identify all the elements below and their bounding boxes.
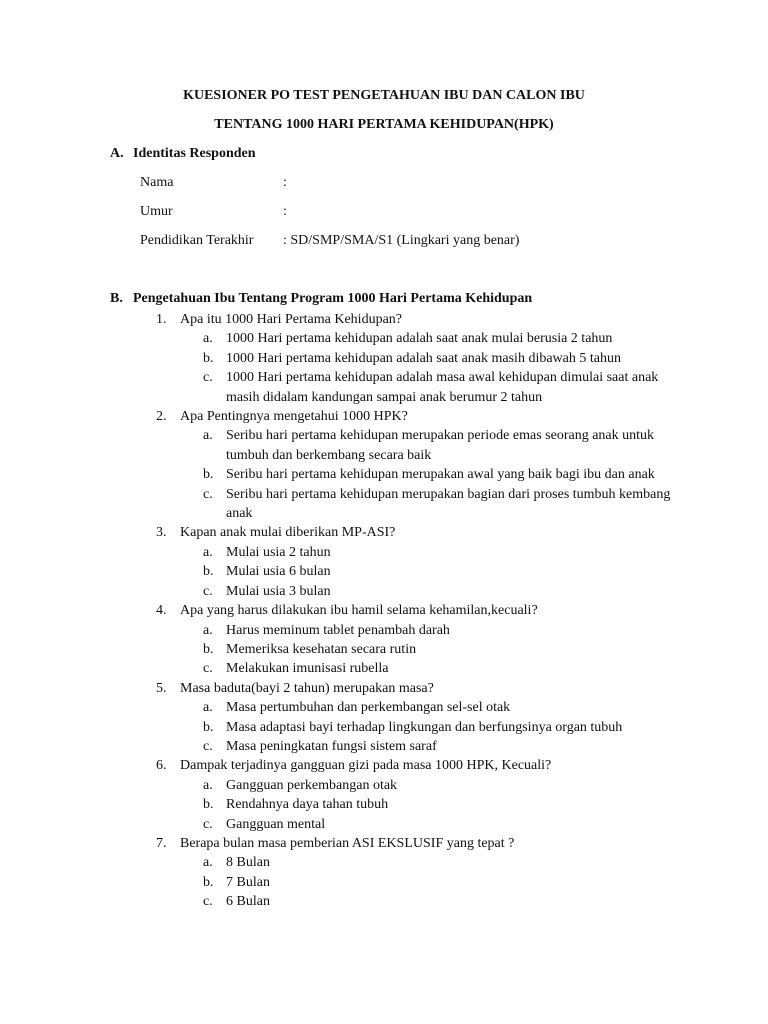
option-text: Rendahnya daya tahan tubuh — [226, 797, 389, 813]
option-letter: b. — [203, 467, 214, 483]
option-letter: c. — [203, 486, 213, 502]
option-letter: b. — [203, 350, 214, 366]
identity-label: Nama — [140, 175, 174, 190]
question-number: 7. — [156, 835, 167, 851]
answer-option — [0, 640, 676, 659]
option-letter: b. — [203, 564, 214, 580]
answer-option — [0, 718, 676, 737]
option-text: Mulai usia 3 bulan — [226, 583, 331, 599]
section-b-title: Pengetahuan Ibu Tentang Program 1000 Hari Pertama Kehidupan — [133, 291, 533, 306]
answer-option — [0, 582, 676, 601]
answer-option — [0, 329, 676, 348]
answer-option — [0, 776, 676, 795]
answer-option — [0, 562, 676, 581]
answer-option — [0, 485, 676, 524]
question-number: 4. — [156, 603, 167, 619]
answer-option — [0, 892, 676, 911]
identity-value: : — [283, 175, 287, 190]
option-letter: c. — [203, 661, 213, 677]
option-text: 1000 Hari pertama kehidupan adalah saat anak mulai berusia 2 tahun — [226, 331, 613, 347]
question-item — [0, 601, 680, 620]
identity-row-nama — [140, 175, 287, 191]
question-text: Apa Pentingnya mengetahui 1000 HPK? — [180, 409, 408, 425]
answer-option — [0, 853, 676, 872]
answer-option — [0, 368, 676, 407]
option-text: Seribu hari pertama kehidupan merupakan periode emas seorang anak untuk tumbuh dan berkembang secara baik — [226, 428, 655, 463]
option-text: Seribu hari pertama kehidupan merupakan awal yang baik bagi ibu dan anak — [226, 467, 655, 483]
question-number: 1. — [156, 312, 167, 327]
option-letter: a. — [203, 544, 213, 560]
question-text: Kapan anak mulai diberikan MP-ASI? — [180, 525, 396, 541]
section-a-letter: A. — [110, 146, 124, 161]
section-a-title: Identitas Responden — [133, 146, 256, 161]
option-text: Masa peningkatan fungsi sistem saraf — [226, 738, 437, 754]
document-title-line-2: TENTANG 1000 HARI PERTAMA KEHIDUPAN(HPK) — [214, 117, 554, 132]
answer-option — [0, 873, 676, 892]
question-list — [0, 310, 768, 912]
option-letter: a. — [203, 777, 213, 793]
answer-option — [0, 698, 676, 717]
question-item — [0, 523, 680, 542]
answer-option — [0, 543, 676, 562]
option-letter: c. — [203, 894, 213, 910]
question-number: 6. — [156, 758, 167, 774]
option-letter: a. — [203, 331, 213, 347]
option-text: Mulai usia 6 bulan — [226, 564, 331, 580]
option-letter: a. — [203, 428, 213, 444]
section-b-heading — [110, 291, 532, 307]
question-text: Apa yang harus dilakukan ibu hamil selama kehamilan,kecuali? — [180, 603, 538, 619]
answer-option — [0, 659, 676, 678]
option-letter: c. — [203, 816, 213, 832]
question-number: 2. — [156, 409, 167, 425]
identity-value: : SD/SMP/SMA/S1 (Lingkari yang benar) — [283, 233, 520, 248]
option-letter: b. — [203, 797, 214, 813]
answer-option — [0, 349, 676, 368]
option-letter: a. — [203, 855, 213, 871]
option-text: 6 Bulan — [226, 894, 270, 910]
question-item — [0, 834, 680, 853]
question-item — [0, 756, 680, 775]
question-item — [0, 310, 680, 329]
option-text: 1000 Hari pertama kehidupan adalah saat anak masih dibawah 5 tahun — [226, 350, 621, 366]
section-a-heading — [110, 146, 256, 162]
option-text: Gangguan perkembangan otak — [226, 777, 398, 793]
option-text: Melakukan imunisasi rubella — [226, 661, 389, 677]
question-text: Masa baduta(bayi 2 tahun) merupakan masa? — [180, 680, 434, 696]
option-text: 8 Bulan — [226, 855, 270, 871]
question-item — [0, 679, 680, 698]
question-text: Berapa bulan masa pemberian ASI EKSLUSIF yang tepat ? — [180, 835, 515, 851]
question-number: 5. — [156, 680, 167, 696]
option-letter: b. — [203, 874, 214, 890]
option-text: Harus meminum tablet penambah darah — [226, 622, 450, 638]
option-text: 1000 Hari pertama kehidupan adalah masa awal kehidupan dimulai saat anak masih didalam kandungan sampai anak berumur 2 tahun — [226, 370, 659, 405]
option-letter: c. — [203, 738, 213, 754]
option-text: Masa adaptasi bayi terhadap lingkungan dan berfungsinya organ tubuh — [226, 719, 623, 735]
option-text: Masa pertumbuhan dan perkembangan sel-sel otak — [226, 700, 511, 716]
option-text: Seribu hari pertama kehidupan merupakan bagian dari proses tumbuh kembang anak — [226, 486, 671, 522]
answer-option — [0, 621, 676, 640]
option-text: Gangguan mental — [226, 816, 326, 832]
question-item — [0, 407, 680, 426]
answer-option — [0, 795, 676, 814]
answer-option — [0, 465, 676, 484]
option-letter: a. — [203, 700, 213, 716]
question-text: Apa itu 1000 Hari Pertama Kehidupan? — [180, 312, 402, 327]
identity-label: Pendidikan Terakhir — [140, 233, 254, 248]
option-letter: b. — [203, 641, 214, 657]
question-number: 3. — [156, 525, 167, 541]
question-text: Dampak terjadinya gangguan gizi pada masa 1000 HPK, Kecuali? — [180, 758, 552, 774]
section-b-letter: B. — [110, 291, 123, 306]
option-text: 7 Bulan — [226, 874, 270, 890]
option-text: Mulai usia 2 tahun — [226, 544, 331, 560]
identity-row-umur — [140, 204, 287, 220]
answer-option — [0, 737, 676, 756]
document-title-line-1: KUESIONER PO TEST PENGETAHUAN IBU DAN CALON IBU — [183, 88, 585, 103]
option-text: Memeriksa kesehatan secara rutin — [226, 641, 417, 657]
answer-option — [0, 426, 676, 465]
identity-value: : — [283, 204, 287, 219]
answer-option — [0, 815, 676, 834]
identity-row-pendidikan — [140, 233, 519, 249]
option-letter: b. — [203, 719, 214, 735]
option-letter: a. — [203, 622, 213, 638]
identity-label: Umur — [140, 204, 173, 219]
option-letter: c. — [203, 583, 213, 599]
option-letter: c. — [203, 370, 213, 386]
